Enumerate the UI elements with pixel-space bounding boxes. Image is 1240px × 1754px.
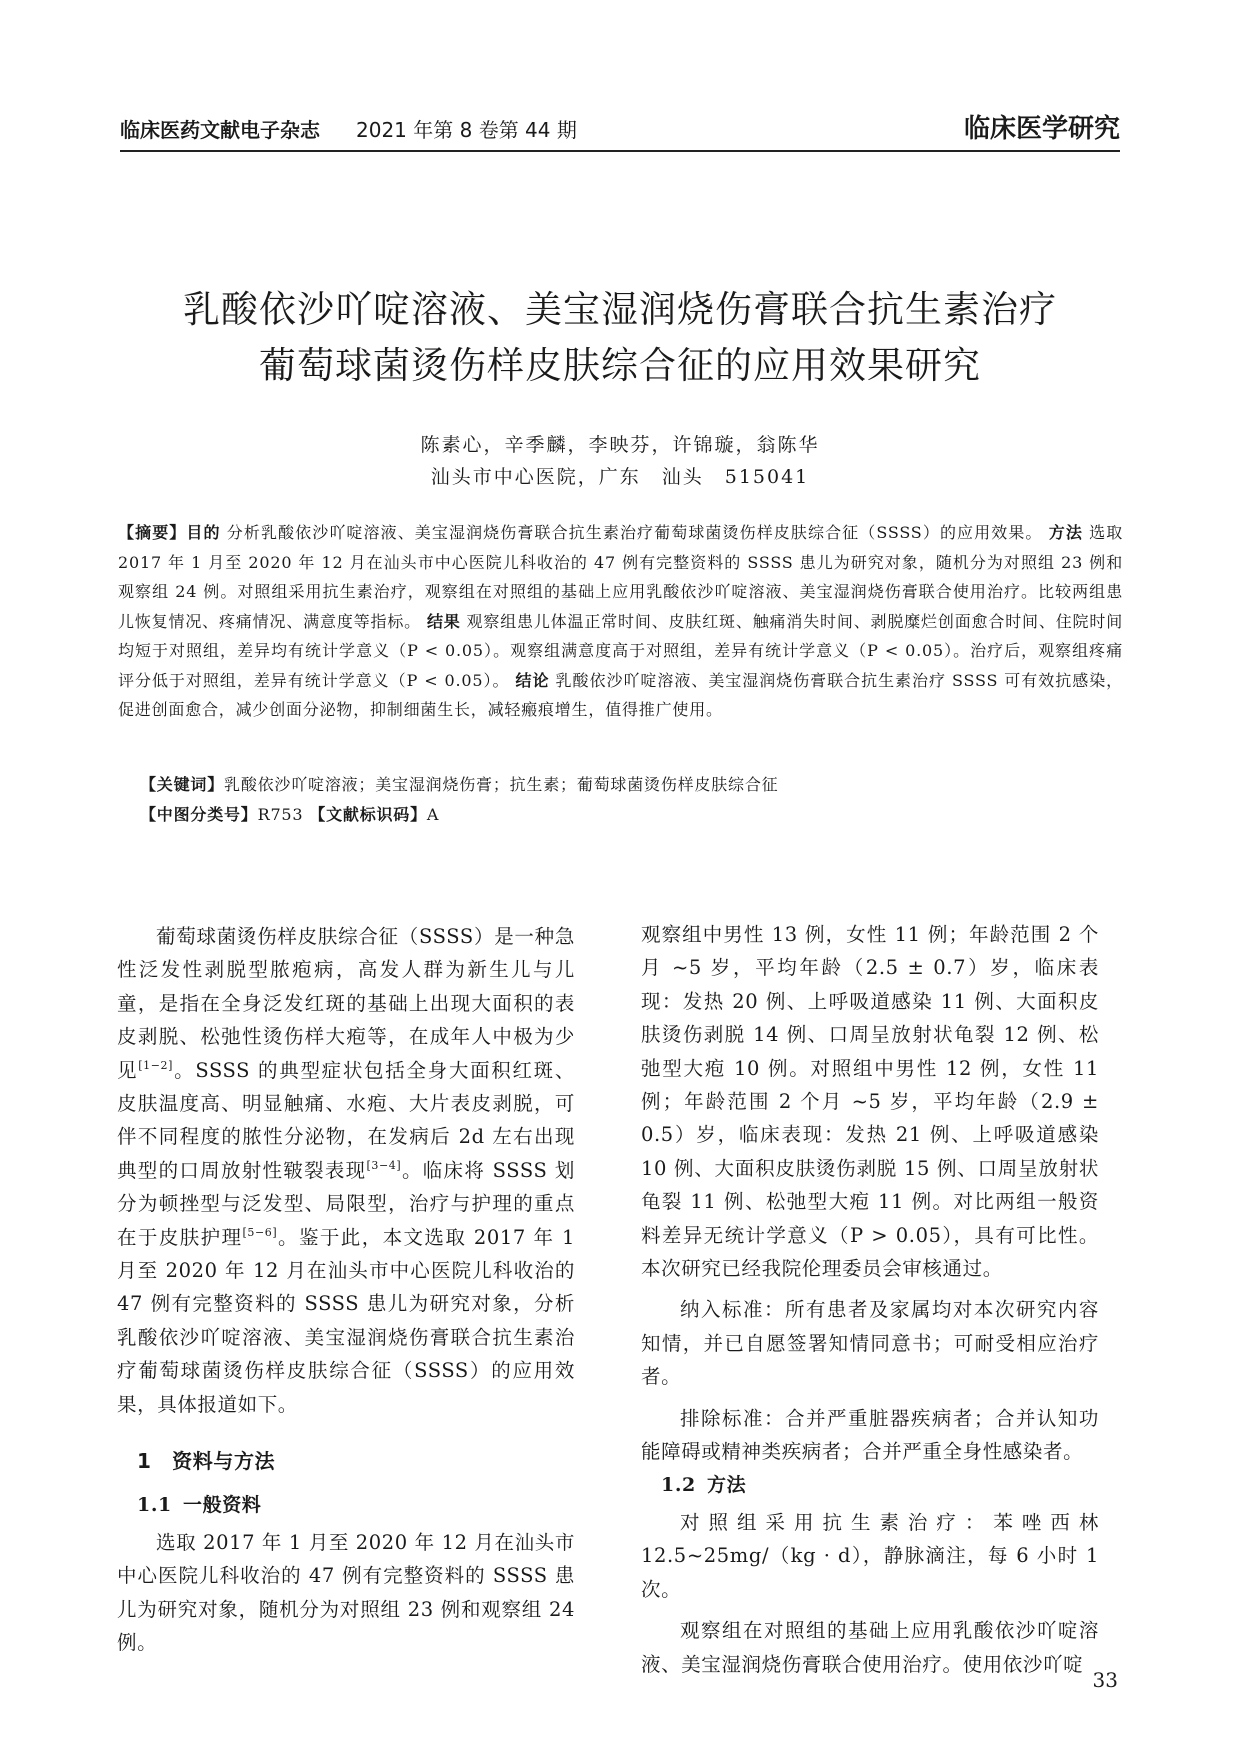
header-divider bbox=[120, 150, 1120, 152]
methods-label: 方法 bbox=[1048, 523, 1083, 542]
abstract bbox=[118, 518, 1123, 725]
citation: [3−4] bbox=[366, 1158, 402, 1172]
keywords bbox=[140, 772, 778, 795]
article-title bbox=[120, 282, 1120, 394]
clc-label: 【中图分类号】 bbox=[140, 805, 258, 824]
section-heading-1-1: 1.1 一般资料 bbox=[137, 1493, 262, 1516]
body-column-left bbox=[117, 920, 575, 1660]
citation: [1−2] bbox=[138, 1058, 174, 1072]
classification bbox=[140, 802, 439, 825]
conclusion-label: 结论 bbox=[515, 670, 550, 690]
running-header bbox=[120, 108, 1120, 144]
doc-code: A bbox=[426, 805, 440, 824]
keywords-text: 乳酸依沙吖啶溶液；美宝湿润烧伤膏；抗生素；葡萄球菌烫伤样皮肤综合征 bbox=[224, 775, 779, 794]
section-heading-1-2: 1.2 方法 bbox=[661, 1473, 747, 1496]
page-number: 33 bbox=[1092, 1668, 1118, 1692]
abstract-methods: 选取 2017 年 1 月至 2020 年 12 月在汕头市中心医院儿科收治的 47 例有完整资料的 SSSS 患儿为研究对象，随机分为对照组 23 例和观察组 24 例。对照组采用抗生素治疗，观察组在对照组的基础上应用乳酸依沙吖啶溶液、美宝湿润烧伤膏联合使用治疗。比较两组患儿恢复情况、疼痛情况、满意度等指标。 bbox=[118, 523, 1124, 631]
journal-name: 临床医药文献电子杂志 bbox=[120, 118, 320, 142]
clc-code: R753 bbox=[257, 805, 304, 824]
results-label: 结果 bbox=[426, 611, 461, 631]
issue-info: 2021 年第 8 卷第 44 期 bbox=[356, 118, 577, 142]
author-list: 陈素心，辛季麟，李映芬，许锦璇，翁陈华 bbox=[420, 434, 820, 456]
abstract-results: 观察组患儿体温正常时间、皮肤红斑、触痛消失时间、剥脱糜烂创面愈合时间、住院时间均短于对照组，差异均有统计学意义（P < 0.05）。观察组满意度高于对照组，差异有统计学意义（P < 0.05）。治疗后，观察组疼痛评分低于对照组，差异有统计学意义（P < 0.05）。 bbox=[118, 611, 1123, 690]
section-name: 临床医学研究 bbox=[963, 114, 1120, 144]
inclusion-criteria: 纳入标准：所有患者及家属均对本次研究内容知情，并已自愿签署知情同意书；可耐受相应治疗者。 bbox=[641, 1298, 1099, 1389]
section-heading-1: 1 资料与方法 bbox=[137, 1449, 276, 1474]
observation-group-method: 观察组在对照组的基础上应用乳酸依沙吖啶溶液、美宝湿润烧伤膏联合使用治疗。使用依沙吖啶 bbox=[641, 1619, 1099, 1676]
doc-code-label: 【文献标识码】 bbox=[309, 805, 427, 824]
keywords-label: 【关键词】 bbox=[140, 775, 225, 794]
body-column-right bbox=[641, 918, 1099, 1681]
abstract-conclusion: 乳酸依沙吖啶溶液、美宝湿润烧伤膏联合抗生素治疗 SSSS 可有效抗感染，促进创面愈合，减少创面分泌物，抑制细菌生长，减轻瘢痕增生，值得推广使用。 bbox=[118, 670, 1123, 719]
abstract-label: 【摘要】目的 bbox=[118, 523, 221, 542]
general-paragraph-continued: 观察组中男性 13 例，女性 11 例；年龄范围 2 个月 ~5 岁，平均年龄（2.5 ± 0.7）岁，临床表现：发热 20 例、上呼吸道感染 11 例、大面积皮肤烫伤剥脱 14 例、口周呈放射状龟裂 12 例、松弛型大疱 10 例。对照组中男性 12 例，女性 11 例；年龄范围 2 个月 ~5 岁，平均年龄（2.9 ± 0.5）岁，临床表现：发热 21 例、上呼吸道感染 10 例、大面积皮肤烫伤剥脱 15 例、口周呈放射状龟裂 11 例、松弛型大疱 11 例。对比两组一般资料差异无统计学意义（P > 0.05），具有可比性。本次研究已经我院伦理委员会审核通过。 bbox=[641, 923, 1099, 1281]
title-line-2: 葡萄球菌烫伤样皮肤综合征的应用效果研究 bbox=[259, 344, 981, 387]
general-paragraph: 选取 2017 年 1 月至 2020 年 12 月在汕头市中心医院儿科收治的 47 例有完整资料的 SSSS 患儿为研究对象，随机分为对照组 23 例和观察组 24 例。 bbox=[117, 1530, 575, 1655]
title-line-1: 乳酸依沙吖啶溶液、美宝湿润烧伤膏联合抗生素治疗 bbox=[183, 288, 1057, 331]
affiliation: 汕头市中心医院，广东 汕头 515041 bbox=[430, 466, 810, 488]
intro-paragraph: 葡萄球菌烫伤样皮肤综合征（SSSS）是一种急性泛发性剥脱型脓疱病，高发人群为新生儿与儿童，是指在全身泛发红斑的基础上出现大面积的表皮剥脱、松弛性烫伤样大疱等，在成年人中极为少见[1−2]。SSSS 的典型症状包括全身大面积红斑、皮肤温度高、明显触痛、水疱、大片表皮剥脱，可伴不同程度的脓性分泌物，在发病后 2d 左右出现典型的口周放射性皲裂表现[3−4]。临床将 SSSS 划分为顿挫型与泛发型、局限型，治疗与护理的重点在于皮肤护理[5−6]。鉴于此，本文选取 2017 年 1 月至 2020 年 12 月在汕头市中心医院儿科收治的 47 例有完整资料的 SSSS 患儿为研究对象，分析乳酸依沙吖啶溶液、美宝湿润烧伤膏联合抗生素治疗葡萄球菌烫伤样皮肤综合征（SSSS）的应用效果，具体报道如下。 bbox=[117, 925, 576, 1416]
control-group-method: 对照组采用抗生素治疗：苯唑西林 12.5~25mg/（kg · d），静脉滴注，每 6 小时 1 次。 bbox=[641, 1510, 1099, 1601]
exclusion-criteria: 排除标准：合并严重脏器疾病者；合并认知功能障碍或精神类疾病者；合并严重全身性感染者。 bbox=[641, 1406, 1099, 1464]
citation: [5−6] bbox=[242, 1225, 278, 1239]
abstract-objective: 分析乳酸依沙吖啶溶液、美宝湿润烧伤膏联合抗生素治疗葡萄球菌烫伤样皮肤综合征（SSSS）的应用效果。 bbox=[226, 523, 1043, 542]
